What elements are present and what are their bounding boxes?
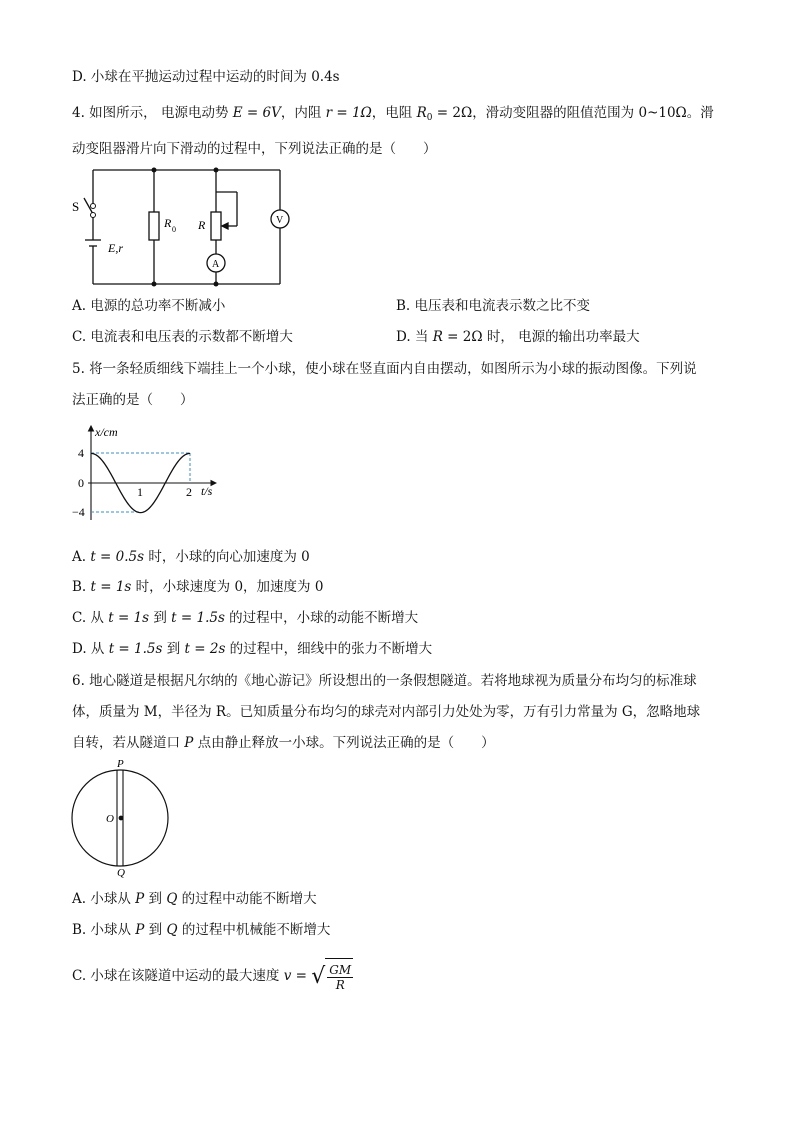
q4-stem-line1: 4. 如图所示， 电源电动势 E = 6V，内阻 r = 1Ω，电阻 $R_0 = 2\Omega$，滑动变阻器的阻值范围为 0~10Ω。滑 bbox=[72, 105, 714, 123]
x-axis-label: t/s bbox=[201, 484, 213, 498]
y-tick-neg4: −4 bbox=[72, 505, 85, 519]
y-tick-4: 4 bbox=[78, 446, 84, 460]
r0-label: R bbox=[164, 216, 172, 230]
q4-option-c: C. 电流表和电压表的示数都不断增大 bbox=[72, 329, 293, 345]
sqrt-radicand bbox=[325, 958, 353, 995]
q5-option-a: A. t = 0.5s 时，小球的向心加速度为 0 bbox=[72, 549, 310, 565]
y-axis-label: x/cm bbox=[95, 425, 118, 439]
point-p-label: P bbox=[117, 758, 124, 770]
prev-option-d: D. 小球在平抛运动过程中运动的时间为 0.4s bbox=[72, 69, 340, 85]
q6-option-c: C. 小球在该隧道中运动的最大速度 v = √ $\frac{GM}{R}$ bbox=[72, 958, 353, 995]
q4-option-d: D. 当 R = 2Ω 时， 电源的输出功率最大 bbox=[396, 329, 640, 345]
source-label: E,r bbox=[108, 241, 123, 255]
q4-stem-line2: 动变阻器滑片向下滑动的过程中，下列说法正确的是（ ） bbox=[72, 141, 437, 157]
q5-stem-line2: 法正确的是（ ） bbox=[72, 392, 194, 408]
q5-stem-line1: 5. 将一条轻质细线下端挂上一个小球，使小球在竖直面内自由摆动，如图所示为小球的振动图像。下列说 bbox=[72, 361, 697, 377]
r0-sub-label: 0 bbox=[172, 225, 176, 234]
q6-option-b: B. 小球从 P 到 Q 的过程中机械能不断增大 bbox=[72, 922, 331, 938]
q6-stem-line1: 6. 地心隧道是根据凡尔纳的《地心游记》所设想出的一条假想隧道。若将地球视为质量分布均匀的标准球 bbox=[72, 673, 697, 689]
fraction-numerator: GM bbox=[329, 963, 352, 977]
x-tick-1: 1 bbox=[137, 485, 143, 499]
q5-option-b: B. t = 1s 时，小球速度为 0，加速度为 0 bbox=[72, 579, 324, 595]
q6-stem-line3: 自转，若从隧道口 P 点由静止释放一小球。下列说法正确的是（ ） bbox=[72, 735, 495, 751]
q5-option-d: D. 从 t = 1.5s 到 t = 2s 的过程中，细线中的张力不断增大 bbox=[72, 641, 433, 657]
q6-option-a: A. 小球从 P 到 Q 的过程中动能不断增大 bbox=[72, 891, 317, 907]
cosine-curve bbox=[91, 453, 190, 512]
voltmeter-label: V bbox=[276, 215, 284, 226]
q6-stem-line2: 体，质量为 M，半径为 R。已知质量分布均匀的球壳对内部引力处处为零，万有引力常量为 G，忽略地球 bbox=[72, 704, 701, 720]
fraction-denominator: R bbox=[335, 978, 345, 992]
q4-option-b: B. 电压表和电流表示数之比不变 bbox=[396, 298, 591, 314]
switch-label: S bbox=[72, 199, 80, 214]
q4-option-a: A. 电源的总功率不断减小 bbox=[72, 298, 226, 314]
point-o-label: O bbox=[106, 813, 114, 825]
point-q-label: Q bbox=[117, 867, 125, 879]
sqrt-sign: √ bbox=[311, 963, 326, 989]
y-tick-0: 0 bbox=[78, 476, 84, 490]
rheostat-label: R bbox=[198, 218, 206, 232]
x-tick-2: 2 bbox=[186, 485, 192, 499]
q5-option-c: C. 从 t = 1s 到 t = 1.5s 的过程中，小球的动能不断增大 bbox=[72, 610, 419, 626]
ammeter-label: A bbox=[212, 259, 220, 270]
